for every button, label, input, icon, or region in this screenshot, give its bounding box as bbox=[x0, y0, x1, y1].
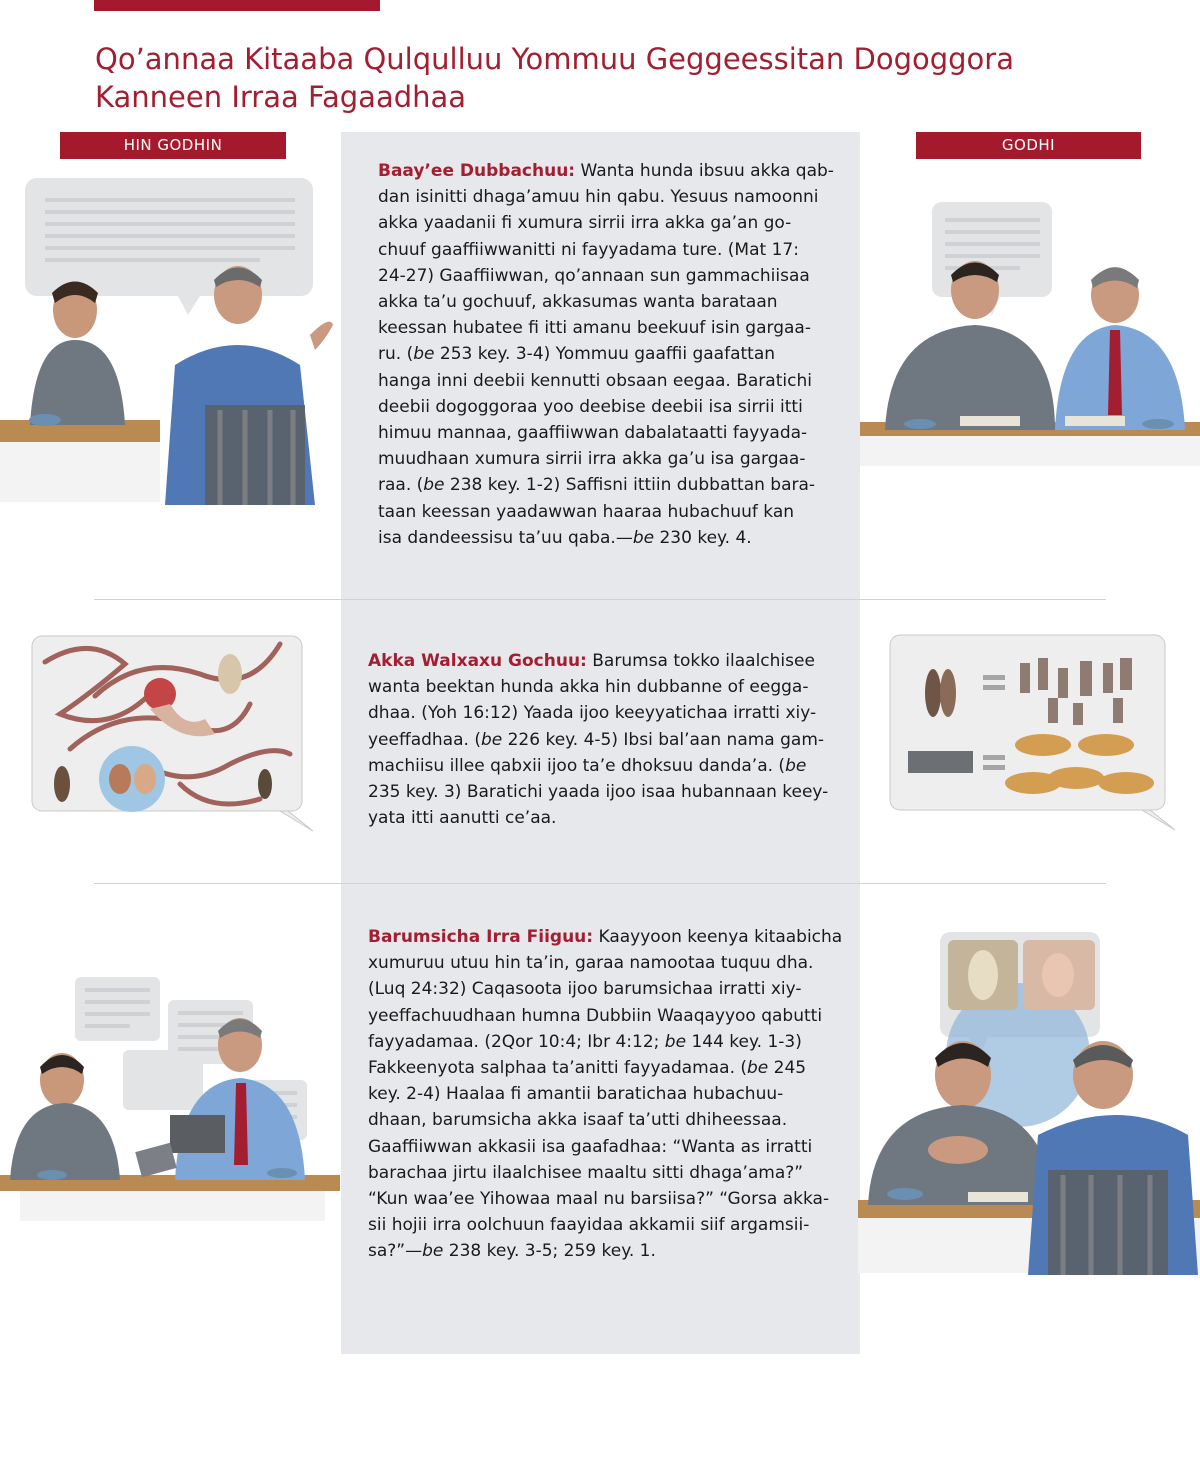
section-heading: Akka Walxaxu Gochuu: bbox=[368, 651, 587, 671]
section-line: keessan hubatee fi itti amanu beekuuf isin gargaa- bbox=[378, 318, 811, 339]
section-line: 235 key. 3) Baratichi yaada ijoo isaa hubannaan keey- bbox=[368, 782, 829, 803]
section-line: taan keessan yaadawwan haaraa hubachuuf kan bbox=[378, 501, 795, 522]
section-baayee-dubbachuu bbox=[378, 158, 848, 551]
header-accent-bar bbox=[94, 0, 380, 11]
page-title bbox=[95, 40, 1095, 116]
section-line: himuu mannaa, gaaffiiwwan dabalataatti fayyada- bbox=[378, 423, 808, 444]
section-line: isa dandeessisu ta’uu qaba.—be 230 key. 4. bbox=[378, 527, 752, 548]
do-column-label: GODHI bbox=[916, 132, 1141, 159]
publication-abbrev: be bbox=[422, 1241, 444, 1262]
section-line: fayyadamaa. (2Qor 10:4; Ibr 4:12; be 144 key. 1-3) bbox=[368, 1031, 802, 1052]
publication-abbrev: be bbox=[747, 1058, 769, 1079]
section-line: key. 2-4) Haalaa fi amantii baratichaa hubachuu- bbox=[368, 1084, 784, 1105]
publication-abbrev: be bbox=[480, 729, 503, 750]
section-heading: Baay’ee Dubbachuu: bbox=[378, 161, 576, 181]
section-line: raa. (be 238 key. 1-2) Saffisni ittiin dubbattan bara- bbox=[378, 475, 816, 496]
section-barumsicha-irra-fiiguu bbox=[368, 924, 848, 1265]
heart-touched-study-icon bbox=[858, 930, 1200, 1275]
section-divider-1 bbox=[94, 599, 1106, 600]
section-line: Gaaffiiwwan akkasii isa gaafadhaa: “Wanta as irratti bbox=[368, 1136, 813, 1157]
section-line: barachaa jirtu ilaalchisee maaltu sitti dhaga’ama?” bbox=[368, 1162, 804, 1183]
publication-abbrev: be bbox=[413, 344, 435, 365]
publication-abbrev: be bbox=[423, 475, 445, 496]
section-line: machiisu illee qabxii ijoo ta’e dhoksuu danda’a. (be bbox=[368, 755, 807, 776]
section-line: xumuruu utuu hin ta’in, garaa namootaa tuquu dha. bbox=[368, 953, 814, 974]
dont-column-label: HIN GODHIN bbox=[60, 132, 286, 159]
two-men-smiling-bible-study-icon bbox=[860, 200, 1200, 470]
section-line: sii hojii irra oolchuun faayidaa akkamii siif argamsii- bbox=[368, 1215, 810, 1236]
section-first-line: Baay’ee Dubbachuu: Wanta hunda ibsuu akka qab- bbox=[378, 161, 834, 181]
section-line: muudhaan xumura sirrii irra akka ga’u isa gargaa- bbox=[378, 449, 806, 470]
section-line: “Kun waa’ee Yihowaa maal nu barsiisa?” “Gorsa akka- bbox=[368, 1189, 830, 1210]
section-first-line: Akka Walxaxu Gochuu: Barumsa tokko ilaalchisee bbox=[368, 651, 815, 671]
section-line: chuuf gaaffiiwwanitti ni fayyadama ture. (Mat 17: bbox=[378, 239, 799, 260]
section-divider-2 bbox=[94, 883, 1106, 884]
section-line: (Luq 24:32) Caqasoota ijoo barumsichaa irratti xiy- bbox=[368, 979, 802, 1000]
section-line: ru. (be 253 key. 3-4) Yommuu gaaffii gaafattan bbox=[378, 344, 776, 365]
publication-abbrev: be bbox=[632, 527, 655, 548]
section-line: deebii dogoggoraa yoo deebise deebii isa sirrii itti bbox=[378, 396, 803, 417]
section-line: akka yaadanii fi xumura sirrii irra akka ga’an go- bbox=[378, 213, 792, 234]
section-line: wanta beektan hunda akka hin dubbanne of eegga- bbox=[368, 677, 809, 698]
two-men-talking-bible-study-icon bbox=[0, 175, 335, 505]
section-heading: Barumsicha Irra Fiiguu: bbox=[368, 927, 594, 947]
section-line: yeeffadhaa. (be 226 key. 4-5) Ibsi bal’aan nama gam- bbox=[368, 729, 825, 750]
tangled-arrows-eden-icon bbox=[30, 634, 315, 834]
section-line: yeeffachuudhaan humna Dubbiin Waaqayyoo qabutti bbox=[368, 1005, 823, 1026]
section-line: Fakkeenyota salphaa ta’anitti fayyadamaa. (be 245 bbox=[368, 1058, 807, 1079]
title-line-2: Kanneen Irraa Fagaadhaa bbox=[95, 80, 467, 114]
title-line-1: Qo’annaa Kitaaba Qulqulluu Yommuu Geggeessitan Dogoggora bbox=[95, 42, 1014, 76]
section-line: 24-27) Gaaffiiwwan, qo’annaan sun gammachiisaa bbox=[378, 265, 810, 286]
section-line: dhaan, barumsicha akka isaaf ta’utti dhiheessaa. bbox=[368, 1110, 788, 1131]
section-akka-walxaxu-gochuu bbox=[368, 648, 848, 831]
section-line: akka ta’u gochuuf, akkasumas wanta barataan bbox=[378, 292, 778, 313]
section-line: dhaa. (Yoh 16:12) Yaada ijoo keeyyatichaa irratti xiy- bbox=[368, 703, 817, 724]
simple-comparison-icon bbox=[888, 633, 1178, 833]
section-line: dan isinitti dhaga’amuu hin qabu. Yesuus namoonni bbox=[378, 187, 819, 208]
section-line: yata itti aanutti ce’aa. bbox=[368, 808, 557, 829]
publication-abbrev: be bbox=[785, 755, 807, 776]
rushed-study-icon bbox=[0, 975, 340, 1225]
section-line: hanga inni deebii kennutti obsaan eegaa. Baratichi bbox=[378, 370, 812, 391]
section-line: sa?”—be 238 key. 3-5; 259 key. 1. bbox=[368, 1241, 656, 1262]
section-first-line: Barumsicha Irra Fiiguu: Kaayyoon keenya kitaabicha bbox=[368, 927, 843, 947]
publication-abbrev: be bbox=[664, 1031, 687, 1052]
